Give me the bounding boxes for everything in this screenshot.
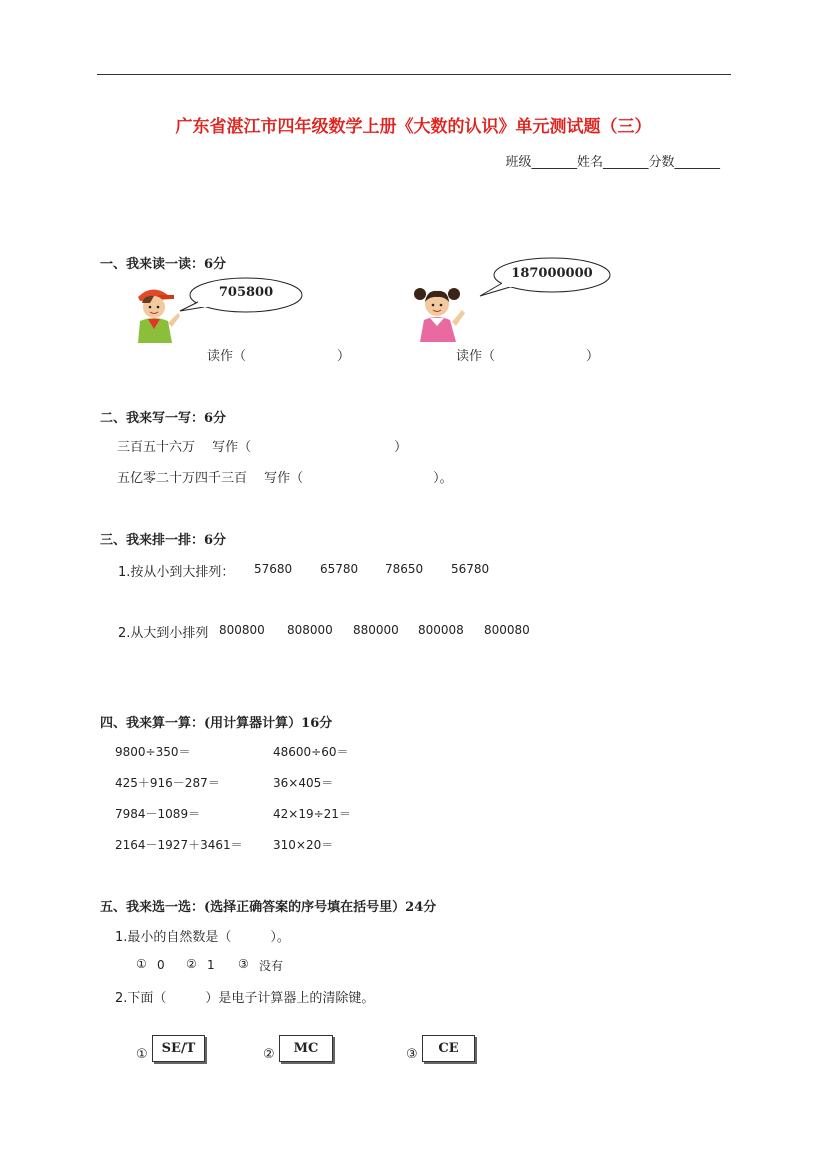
header-rule — [97, 74, 731, 75]
option-mark: ③ — [238, 957, 249, 971]
bubble-number-1: 705800 — [218, 285, 274, 300]
calculator-key-set: SE/T — [152, 1035, 205, 1062]
section-4-heading: 四、我来算一算：(用计算器计算）16分 — [100, 716, 333, 731]
calculator-key-mc: MC — [279, 1035, 333, 1062]
calc-expression: 425＋916－287＝ — [115, 776, 220, 790]
choice-question-1: 1.最小的自然数是（ ）。 — [115, 930, 290, 945]
sort-question-1: 1.按从小到大排列： — [118, 565, 235, 580]
section-2-heading: 二、我来写一写：6分 — [100, 411, 227, 426]
calc-expression: 48600÷60＝ — [273, 745, 349, 759]
write-question-1: 三百五十六万 写作（ ） — [117, 440, 408, 455]
read-answer-1: 读作（ ） — [207, 349, 351, 364]
key-option-mark: ② — [263, 1047, 275, 1062]
calc-expression: 9800÷350＝ — [115, 745, 191, 759]
section-3-heading: 三、我来排一排：6分 — [100, 533, 227, 548]
key-option-mark: ① — [136, 1047, 148, 1062]
calc-expression: 310×20＝ — [273, 838, 334, 852]
sort-number: 78650 — [385, 562, 424, 576]
option-value: 没有 — [259, 959, 284, 973]
girl-illustration — [410, 282, 466, 348]
speech-bubble-1 — [178, 275, 306, 323]
page-title: 广东省湛江市四年级数学上册《大数的认识》单元测试题（三） — [175, 117, 652, 137]
option-value: 1 — [207, 958, 215, 972]
read-answer-2: 读作（ ） — [456, 349, 600, 364]
calc-expression: 42×19÷21＝ — [273, 807, 351, 821]
choice-question-2: 2.下面（ ）是电子计算器上的清除键。 — [115, 991, 375, 1006]
sort-number: 65780 — [320, 562, 359, 576]
calc-expression: 36×405＝ — [273, 776, 334, 790]
section-1-heading: 一、我来读一读：6分 — [100, 257, 227, 272]
student-info-line: 班级_______姓名_______分数_______ — [505, 155, 720, 170]
speech-bubble-2 — [478, 256, 612, 304]
sort-number: 880000 — [353, 623, 399, 637]
sort-number: 57680 — [254, 562, 293, 576]
sort-number: 800080 — [484, 623, 530, 637]
section-5-heading: 五、我来选一选：(选择正确答案的序号填在括号里）24分 — [100, 900, 437, 915]
calc-expression: 7984－1089＝ — [115, 807, 201, 821]
sort-question-2: 2.从大到小排列 — [118, 626, 209, 641]
sort-number: 808000 — [287, 623, 333, 637]
option-mark: ② — [186, 957, 197, 971]
boy-illustration — [128, 283, 180, 349]
key-option-mark: ③ — [406, 1047, 418, 1062]
sort-number: 56780 — [451, 562, 490, 576]
write-question-2: 五亿零二十万四千三百 写作（ ）。 — [117, 471, 453, 486]
option-mark: ① — [136, 957, 147, 971]
sort-number: 800800 — [219, 623, 265, 637]
calculator-key-ce: CE — [422, 1035, 475, 1062]
calc-expression: 2164－1927＋3461＝ — [115, 838, 243, 852]
option-value: 0 — [157, 958, 165, 972]
bubble-number-2: 187000000 — [511, 266, 593, 281]
sort-number: 800008 — [418, 623, 464, 637]
